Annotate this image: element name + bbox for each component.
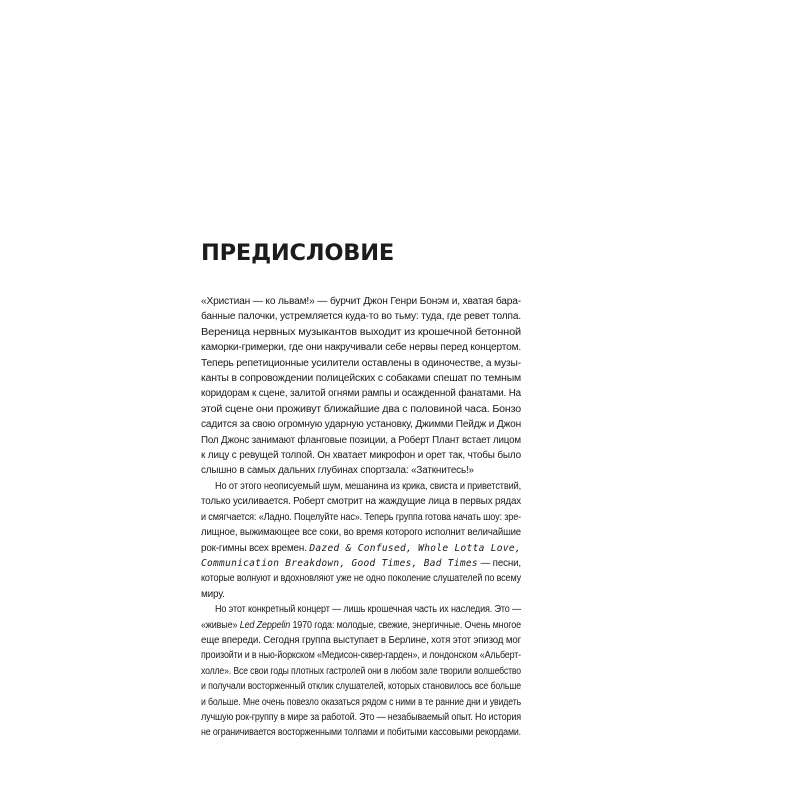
text-line: Вереница нервных музыкантов выходит из крошечной бетонной <box>201 326 522 338</box>
line-text: — песни, <box>477 557 522 569</box>
text-line: еще впереди. Сегодня группа выступает в Берлине, хотя этот эпизод мог <box>201 634 522 646</box>
text-line: Но от этого неописуемый шум, мешанина из крика, свиста и приветствий, <box>215 480 522 492</box>
text-line: лучшую рок-группу в мире за работой. Это — незабываемый опыт. Но история <box>201 711 522 723</box>
text-line: садится за свою огромную ударную установку, Джимми Пейдж и Джон <box>201 419 522 431</box>
text-line: которые волнуют и вдохновляют уже не одно поколение слушателей по всему <box>201 573 521 585</box>
chapter-heading: ПРЕДИСЛОВИЕ <box>201 240 395 266</box>
text-line: Но этот конкретный концерт — лишь крошечная часть их наследия. Это — <box>215 604 522 616</box>
text-line: слышно в самых дальних глубинах спортзала: «Заткнитесь!» <box>201 465 474 477</box>
band-name: Led Zeppelin <box>239 619 291 631</box>
line-text: «живые» <box>201 619 240 631</box>
text-line <box>201 556 522 571</box>
text-line: и больше. Мне очень повезло оказаться рядом с ними в те ранние дни и увидеть <box>201 696 521 708</box>
text-line: и смягчается: «Ладно. Поцелуйте нас». Теперь группа готова начать шоу: зре- <box>201 511 521 523</box>
text-line: каморки-гримерки, где они накручивали себе нервы перед концертом. <box>201 342 522 354</box>
text-line: миру. <box>201 588 225 600</box>
text-line: и получали восторженный отклик слушателей, которых становилось все больше <box>201 681 521 693</box>
text-line: холле». Все свои годы плотных гастролей они в любом зале творили волшебство <box>201 665 521 677</box>
text-line: лищное, выжимающее все соки, во время которого исполнит величайшие <box>201 527 522 539</box>
text-line: «Христиан — ко львам!» — бурчит Джон Генри Бонэм и, хватая бара- <box>201 296 521 307</box>
text-line <box>201 541 519 556</box>
text-line: этой сцене они проживут ближайшие два с половиной часа. Бонзо <box>201 403 522 415</box>
text-line: коридорам к сцене, залитой огнями рампы и осажденной фанатами. На <box>201 388 522 400</box>
text-line: Пол Джонс занимают фланговые позиции, а Роберт Плант встает лицом <box>201 434 521 446</box>
body-text <box>201 294 521 741</box>
text-line: к лицу с ревущей толпой. Он хватает микрофон и орет так, чтобы было <box>201 450 522 462</box>
text-line <box>201 618 521 633</box>
text-line: только усиливается. Роберт смотрит на жаждущие лица в первых рядах <box>201 496 522 508</box>
text-line: произойти и в нью-йоркском «Медисон-сквер-гарден», и лондонском «Альберт- <box>201 650 521 662</box>
text-line: Теперь репетиционные усилители оставлены в одиночестве, а музы- <box>201 357 522 369</box>
text-line: канты в сопровождении полицейских с собаками спешат по темным <box>201 373 522 385</box>
song-titles: Communication Breakdown, Good Times, Bad Times <box>201 557 478 569</box>
text-line: не ограничивается восторженными толпами и побитыми кассовыми рекордами. <box>201 727 522 739</box>
song-titles: Dazed & Confused, Whole Lotta Love, <box>309 542 521 554</box>
line-text: рок-гимны всех времен. <box>201 542 310 554</box>
text-line: банные палочки, устремляется куда-то во тьму: туда, где ревет толпа. <box>201 311 521 323</box>
line-text: 1970 года: молодые, свежие, энергичные. Очень многое <box>290 619 521 631</box>
